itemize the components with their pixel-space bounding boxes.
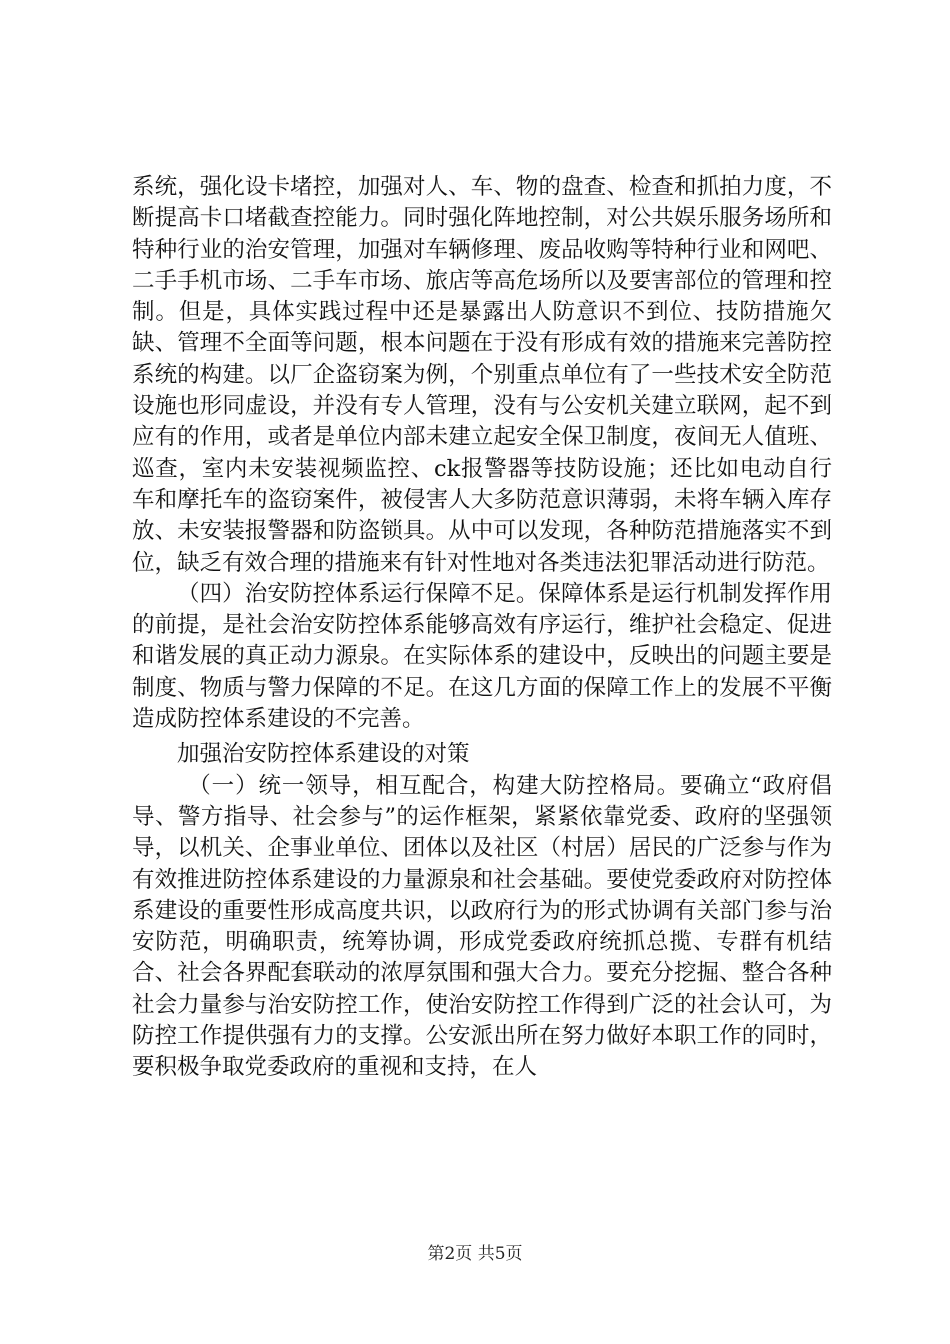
paragraph-section-four: （四）治安防控体系运行保障不足。保障体系是运行机制发挥作用的前提，是社会治安防控体系能够高效有序运行，维护社会稳定、促进和谐发展的真正动力源泉。在实际体系的建设中，反映出的问题主要是制度、物质与警力保障的不足。在这几方面的保障工作上的发展不平衡造成防控体系建设的不完善。 — [132, 580, 832, 733]
paragraph-section-one: （一）统一领导，相互配合，构建大防控格局。要确立“政府倡导、警方指导、社会参与”的运作框架，紧紧依靠党委、政府的坚强领导，以机关、企事业单位、团体以及社区（村居）居民的广泛参与作为有效推进防控体系建设的力量源泉和社会基础。要使党委政府对防控体系建设的重要性形成高度共识，以政府行为的形式协调有关部门参与治安防范，明确职责，统筹协调，形成党委政府统抓总揽、专群有机结合、社会各界配套联动的浓厚氛围和强大合力。要充分挖掘、整合各种社会力量参与治安防控工作，使治安防控工作得到广泛的社会认可，为防控工作提供强有力的支撑。公安派出所在努力做好本职工作的同时，要积极争取党委政府的重视和支持，在人 — [132, 772, 832, 1081]
section-heading: 加强治安防控体系建设的对策 — [177, 741, 470, 768]
paragraph-continuation: 系统，强化设卡堵控，加强对人、车、物的盘查、检查和抓拍力度，不断提高卡口堵截查控能力。同时强化阵地控制，对公共娱乐服务场所和特种行业的治安管理，加强对车辆修理、废品收购等特种行业和网吧、二手手机市场、二手车市场、旅店等高危场所以及要害部位的管理和控制。但是，具体实践过程中还是暴露出人防意识不到位、技防措施欠缺、管理不全面等问题，根本问题在于没有形成有效的措施来完善防控系统的构建。以厂企盗窃案为例，个别重点单位有了一些技术安全防范设施也形同虚设，并没有专人管理，没有与公安机关建立联网，起不到应有的作用，或者是单位内部未建立起安全保卫制度，夜间无人值班、巡查，室内未安装视频监控、ck报警器等技防设施；还比如电动自行车和摩托车的盗窃案件，被侵害人大多防范意识薄弱，未将车辆入库存放、未安装报警器和防盗锁具。从中可以发现，各种防范措施落实不到位，缺乏有效合理的措施来有针对性地对各类违法犯罪活动进行防范。 — [132, 174, 832, 576]
document-body — [132, 172, 832, 1084]
page-number-footer: 第2页 共5页 — [427, 1244, 523, 1264]
